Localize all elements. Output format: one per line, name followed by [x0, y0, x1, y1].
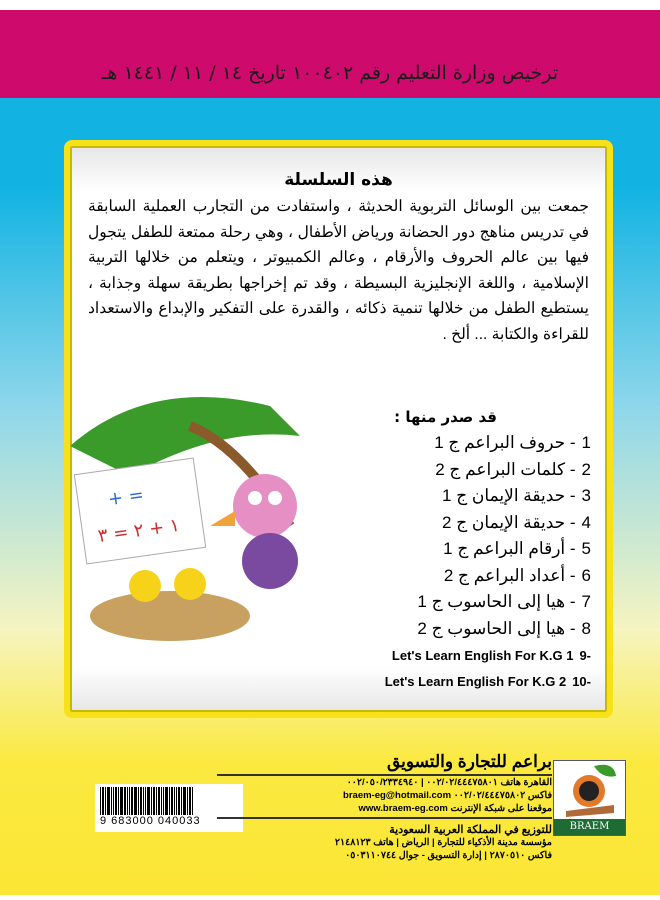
barcode-bar — [124, 787, 126, 815]
list-item: Let's Learn English For K.G 1 9- — [391, 647, 591, 663]
publisher-info — [217, 752, 552, 862]
barcode-bar — [134, 787, 137, 815]
math-top: + = — [106, 484, 146, 511]
barcode-bar — [189, 787, 191, 815]
braem-logo: BRAEM — [553, 760, 626, 836]
series-description: جمعت بين الوسائل التربوية الحديثة ، واستفادت من التجارب العملية السابقة في تدريس مناهج دور الحضانة ورياض الأطفال ، وهي رحلة ممتعة للطفل يتجول فيها بين عالم الحروف والأرقام ، وعالم الكمبيوتر ، ويتعلم من خلالها التربية الإسلامية ، واللغة الإنجليزية البسيطة ، وقد تم إخراجها بطريقة سهلة وجذابة ، يستطيع الطفل من خلالها تنمية ذكائه ، والقدرة على التفكير والإبداع والاستعداد للقراءة والكتابة ... ألخ . — [88, 198, 589, 343]
barcode-bar — [143, 787, 144, 815]
barcode-number: 9 683000 040033 — [100, 815, 201, 827]
saudi-line-2: فاكس ٢٨٧٠٥١٠ | إدارة التسويق - جوال ٠٥٠٣١١٠٧٤٤ — [345, 850, 552, 861]
barcode-bar — [161, 787, 162, 815]
list-item: - هيا إلى الحاسوب ج 2 8 — [417, 618, 591, 638]
barcode-bar — [187, 787, 188, 815]
barcode-bar — [129, 787, 130, 815]
barcode-bar — [171, 787, 173, 815]
publisher-footer — [0, 740, 660, 900]
barcode-bar — [100, 787, 101, 815]
barcode-bar — [158, 787, 160, 815]
barcode-bar — [145, 787, 146, 815]
barcode-bar — [131, 787, 133, 815]
list-item: Let's Learn English For K.G 2 10- — [384, 674, 591, 690]
fax-email: فاكس ٠٠٢/٠٢/٤٤٤٧٥٨٠٢ braem-eg@hotmail.com — [343, 790, 552, 801]
barcode-bar — [181, 787, 182, 815]
barcode-bar — [183, 787, 186, 815]
math-bottom: ١ + ٢ = ٣ — [96, 514, 181, 547]
barcode-bar — [165, 787, 168, 815]
publisher-name: براعم للتجارة والتسويق — [217, 752, 552, 776]
list-item: - كلمات البراعم ج 2 2 — [435, 459, 591, 479]
chick — [174, 568, 206, 600]
barcode-bar — [169, 787, 170, 815]
saudi-line-1: مؤسسة مدينة الأذكياء للتجارة | الرياض | هاتف ٢١٤٨١٢٣ — [334, 837, 552, 848]
barcode-bar — [176, 787, 177, 815]
list-item: - حروف البراعم ج 1 1 — [434, 433, 591, 453]
barcode-bar — [111, 787, 112, 815]
nest — [90, 591, 250, 641]
saudi-heading: للتوزيع في المملكة العربية السعودية — [389, 824, 552, 836]
barcode-bar — [138, 787, 139, 815]
barcode-bar — [153, 787, 155, 815]
list-item: - حديقة الإيمان ج 1 3 — [442, 486, 591, 506]
barcode-bar — [127, 787, 128, 815]
barcode-bar — [102, 787, 104, 815]
list-item: - حديقة الإيمان ج 2 4 — [442, 512, 591, 532]
barcode-bar — [192, 787, 193, 815]
barcode-bar — [115, 787, 117, 815]
cairo-phone: القاهرة هاتف ٠٠٢/٠٢/٤٤٤٧٥٨٠١ | ٠٠٢/٠٥٠/٢٣٣٤٩٤٠ — [346, 777, 552, 788]
website: موقعنا على شبكة الإنترنت www.braem-eg.com — [358, 803, 552, 814]
barcode-bar — [151, 787, 152, 815]
barcode-bar — [105, 787, 106, 815]
book-back-cover — [0, 10, 660, 895]
barcode-bar — [156, 787, 157, 815]
barcode-bar — [140, 787, 142, 815]
list-item: - أرقام البراعم ج 1 5 — [443, 539, 591, 559]
series-title: هذه السلسلة — [284, 170, 393, 190]
barcode-bar — [147, 787, 150, 815]
barcode-bar — [163, 787, 164, 815]
published-list-heading: قد صدر منها : — [394, 408, 497, 426]
list-item: - هيا إلى الحاسوب ج 1 7 — [417, 592, 591, 612]
chalkboard — [74, 458, 205, 564]
barcode-bar — [118, 787, 119, 815]
barcode-bar — [113, 787, 114, 815]
chick — [129, 570, 161, 602]
barcode-bar — [178, 787, 180, 815]
license-text: ترخيص وزارة التعليم رقم ١٠٠٤٠٢ تاريخ ١٤ / ١١ / ١٤٤١ هـ — [101, 62, 559, 84]
list-item: - أعداد البراعم ج 2 6 — [443, 565, 591, 585]
books-list — [261, 430, 591, 695]
logo-emblem-icon — [554, 761, 625, 819]
license-banner — [0, 10, 660, 98]
barcode-bar — [174, 787, 175, 815]
series-info-panel — [64, 140, 613, 718]
barcode-bar — [107, 787, 110, 815]
barcode-bar — [120, 787, 123, 815]
